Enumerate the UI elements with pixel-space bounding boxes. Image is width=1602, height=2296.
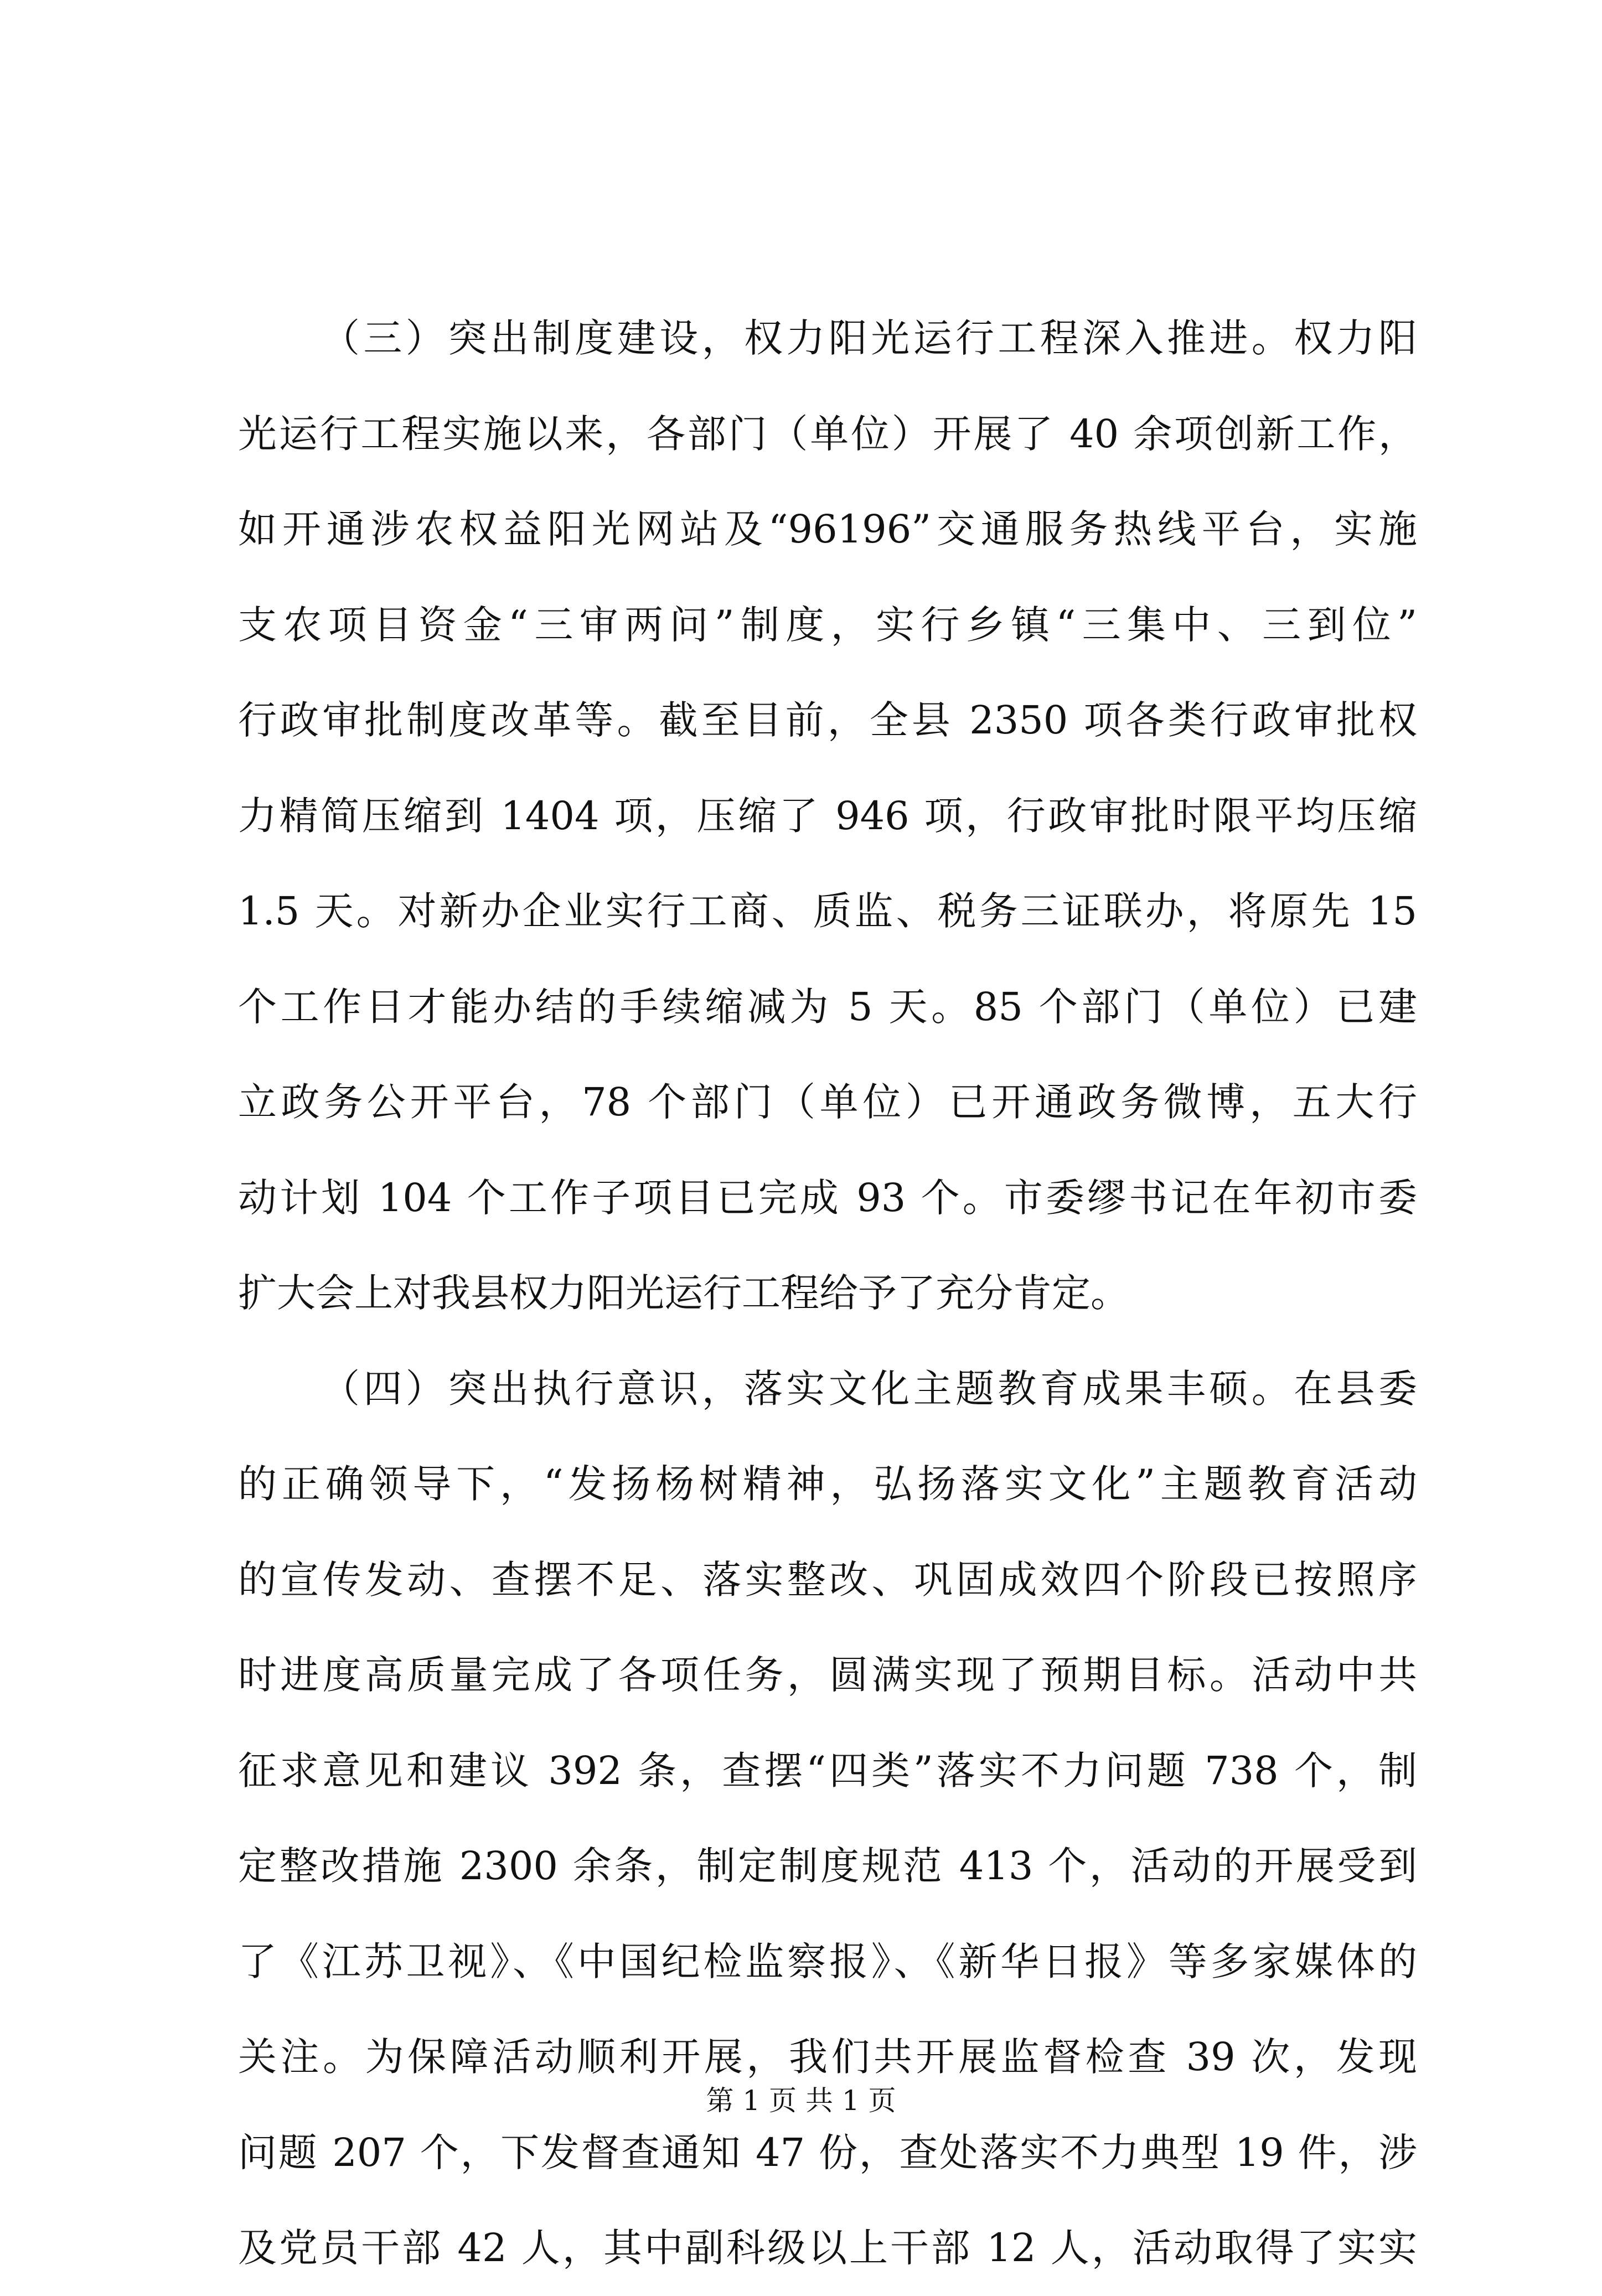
paragraph-4-line-9: 问题 207 个，下发督查通知 47 份，查处落实不力典型 19 件，涉 bbox=[238, 2129, 1417, 2175]
paragraph-3-line-11: 扩大会上对我县权力阳光运行工程给予了充分肯定。 bbox=[238, 1270, 1129, 1316]
paragraph-3-line-2: 光运行工程实施以来，各部门（单位）开展了 40 余项创新工作， bbox=[238, 411, 1417, 457]
paragraph-3-line-7: 1.5 天。对新办企业实行工商、质监、税务三证联办，将原先 15 bbox=[238, 888, 1417, 934]
paragraph-4-line-1: （四）突出执行意识，落实文化主题教育成果丰硕。在县委 bbox=[321, 1366, 1417, 1411]
page-footer bbox=[0, 2078, 1602, 2118]
paragraph-3-line-9: 立政务公开平台，78 个部门（单位）已开通政务微博，五大行 bbox=[238, 1079, 1417, 1125]
paragraph-3-line-8: 个工作日才能办结的手续缩减为 5 天。85 个部门（单位）已建 bbox=[238, 984, 1417, 1030]
paragraph-4-line-2: 的正确领导下，“发扬杨树精神，弘扬落实文化”主题教育活动 bbox=[238, 1461, 1417, 1507]
paragraph-3-line-3: 如开通涉农权益阳光网站及“96196”交通服务热线平台，实施 bbox=[238, 506, 1417, 552]
document-body bbox=[238, 291, 1417, 2296]
paragraph-3-line-4: 支农项目资金“三审两问”制度，实行乡镇“三集中、三到位” bbox=[238, 602, 1417, 648]
page-number-label: 第 1 页 共 1 页 bbox=[706, 2085, 896, 2117]
paragraph-3-line-6: 力精简压缩到 1404 项，压缩了 946 项，行政审批时限平均压缩 bbox=[238, 793, 1417, 839]
paragraph-3-line-10: 动计划 104 个工作子项目已完成 93 个。市委缪书记在年初市委 bbox=[238, 1175, 1417, 1221]
paragraph-4-line-5: 征求意见和建议 392 条，查摆“四类”落实不力问题 738 个，制 bbox=[238, 1747, 1417, 1793]
paragraph-4-line-7: 了《江苏卫视》、《中国纪检监察报》、《新华日报》等多家媒体的 bbox=[238, 1938, 1417, 1984]
paragraph-3-line-1: （三）突出制度建设，权力阳光运行工程深入推进。权力阳 bbox=[321, 316, 1417, 361]
paragraph-4-line-4: 时进度高质量完成了各项任务，圆满实现了预期目标。活动中共 bbox=[238, 1652, 1417, 1698]
paragraph-4-line-6: 定整改措施 2300 余条，制定制度规范 413 个，活动的开展受到 bbox=[238, 1843, 1417, 1889]
paragraph-4-line-10: 及党员干部 42 人，其中副科级以上干部 12 人，活动取得了实实 bbox=[238, 2225, 1417, 2271]
paragraph-4-line-8: 关注。为保障活动顺利开展，我们共开展监督检查 39 次，发现 bbox=[238, 2034, 1417, 2080]
paragraph-4-line-3: 的宣传发动、查摆不足、落实整改、巩固成效四个阶段已按照序 bbox=[238, 1556, 1417, 1602]
paragraph-3-line-5: 行政审批制度改革等。截至目前，全县 2350 项各类行政审批权 bbox=[238, 697, 1417, 743]
